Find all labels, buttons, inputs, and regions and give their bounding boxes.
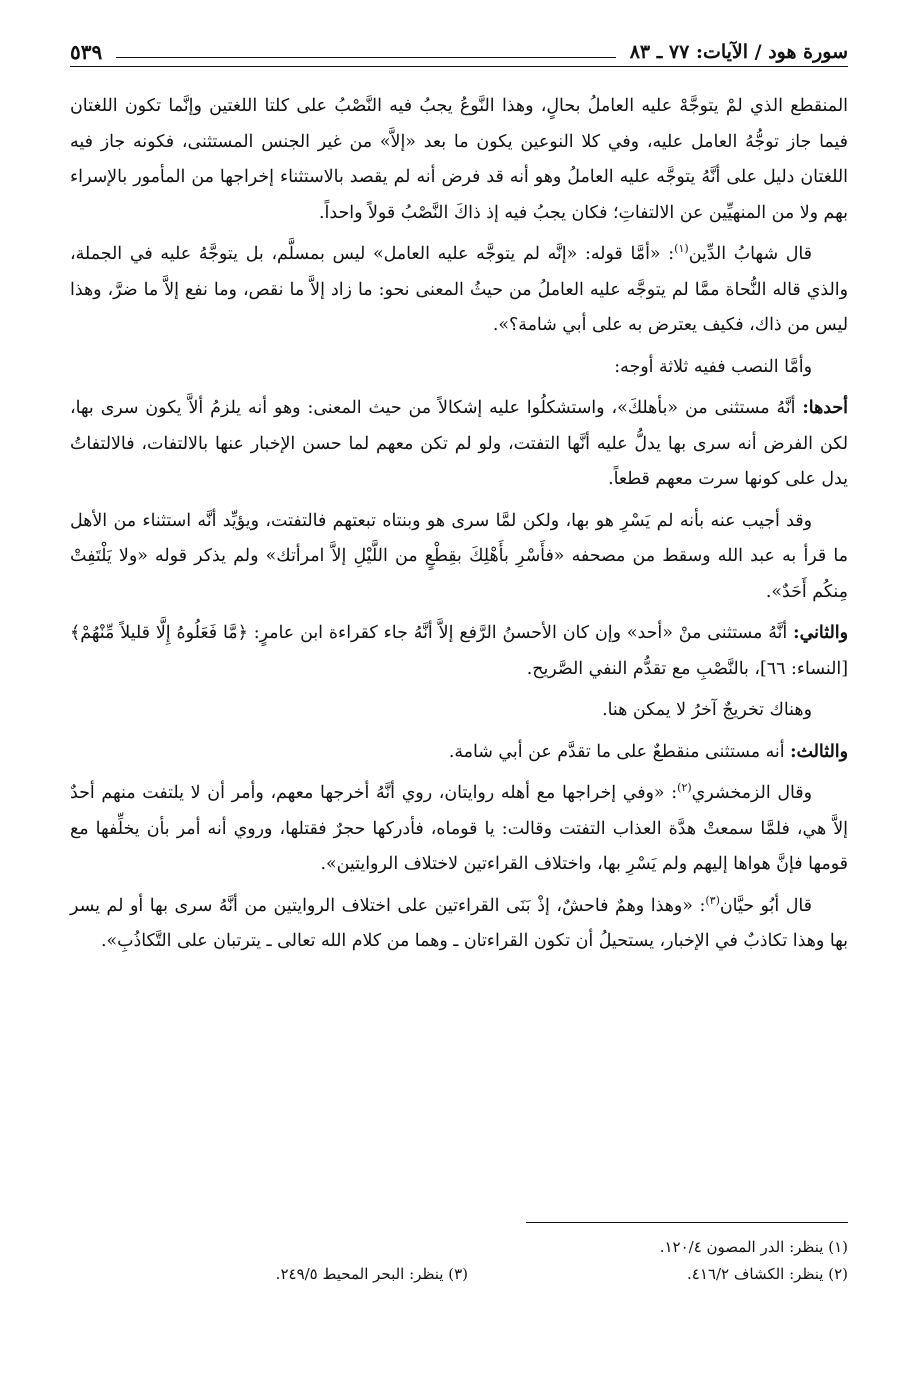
page-header xyxy=(70,28,848,62)
footnote-row xyxy=(70,1234,848,1261)
paragraph xyxy=(70,776,848,883)
header-rule xyxy=(116,57,615,58)
paragraph-text: وهناك تخريجٌ آخرُ لا يمكن هنا. xyxy=(602,700,812,720)
paragraph xyxy=(70,889,848,960)
body-text xyxy=(70,89,848,960)
paragraph-text: : «وهذا وهمٌ فاحشٌ، إذْ بَنَى القراءتين على اختلاف الروايتين من أنَّهُ سرى بها أو لم يسر بها وهذا تكاذبٌ في الإخبار، يستحيلُ أن تكون القراءتان ـ وهما من كلام الله تعالى ـ يترتبان على التَّكاذُبِ». xyxy=(70,895,848,951)
paragraph-text: أنَّهُ مستثنى من «بأهلكَ»، واستشكلُوا عليه إشكالاً من حيث المعنى: وهو أنه يلزمُ ألاَّ يكون سرى بها، لكن الفرض أنه سرى بها يدلُّ عليه أنَّها التفتت، ولو لم تكن معهم لما حسن الإخبار عنها بالالتفات، فالالتفاتُ يدل على كونها سرت معهم قطعاً. xyxy=(70,398,848,489)
paragraph-text: : «أمَّا قوله: «إنَّه لم يتوجَّه عليه العامل» ليس بمسلَّم، بل يتوجَّهُ عليه في الجملة، والذي قاله النُّحاة ممَّا لم يتوجَّه عليه العاملُ من حيثُ المعنى نحو: ما زاد إلاَّ ما نقص، وما نفع إلاَّ ما ضرَّ، وهذا ليس من ذاك، فكيف يعترض به على أبي شامة؟». xyxy=(70,244,848,335)
footnote-ref: (٣) xyxy=(705,893,720,907)
paragraph-text: أنَّهُ مستثنى منْ «أحد» وإن كان الأحسنُ الرَّفع إلاَّ أنَّهُ جاء كقراءة ابن عامرٍ: ﴿مَّا فَعَلُوهُ إِلَّا قليلاً مِّنْهُمْ﴾ [النساء: ٦٦]، بالنَّصْبِ مع تقدُّم النفي الصَّريح. xyxy=(70,623,848,679)
footnote: (٣) ينظر: البحر المحيط ٢٤٩/٥. xyxy=(275,1265,468,1283)
paragraph-text: أنه مستثنى منقطعٌ على ما تقدَّم عن أبي شامة. xyxy=(448,741,785,762)
paragraph-text: وقال الزمخشري xyxy=(691,783,812,803)
document-page xyxy=(70,28,848,1348)
paragraph xyxy=(70,237,848,344)
paragraph-text: وأمَّا النصب ففيه ثلاثة أوجه: xyxy=(614,356,812,377)
paragraph-lead: أحدها: xyxy=(802,398,848,418)
paragraph-text: وقد أجيب عنه بأنه لم يَسْرِ هو بها، ولكن لمَّا سرى هو وبنتاه تبعتهم فالتفتت، ويؤيِّد أنَّه استثناء من الأهل ما قرأ به عبد الله وسقط من مصحفه «فأَسْرِ بأَهْلِكَ بقِطْعٍ من اللَّيْلِ إلاَّ امرأتك» ولم يذكر قوله «ولا يَلْتَفِتْ مِنكُم أَحَدٌ». xyxy=(70,510,848,602)
paragraph-text: : «وفي إخراجها مع أهله روايتان، روي أنَّهُ أخرجها معهم، وأمر أن لا يلتفت منهم أحدٌ إلاَّ هي، فلمَّا سمعتْ هدَّة العذاب التفتت وقالت: يا قوماه، فأدركها حجرٌ فقتلها، وروي أنه أمر بأن يخلِّفها مع قومها فإنَّ هواها إليهم ولم يَسْرِ بها، واختلاف القراءتين لاختلاف الروايتين». xyxy=(70,783,848,874)
footnote-row xyxy=(70,1261,848,1288)
footnote-ref: (١) xyxy=(674,242,689,256)
paragraph xyxy=(70,89,848,231)
paragraph xyxy=(70,350,848,386)
paragraph xyxy=(70,504,848,611)
footnote: (١) ينظر: الدر المصون ١٢٠/٤. xyxy=(659,1238,848,1256)
paragraph xyxy=(70,391,848,498)
paragraph-text: قال شهابُ الدِّين xyxy=(688,244,812,264)
paragraph-text: قال أبُو حيَّان xyxy=(719,895,812,916)
running-title: سورة هود / الآيات: ٧٧ ـ ٨٣ xyxy=(629,41,848,63)
footnotes xyxy=(70,1234,848,1288)
page-number: ٥٣٩ xyxy=(70,40,103,64)
footnote: (٢) ينظر: الكشاف ٤١٦/٢. xyxy=(687,1265,848,1283)
header-underline xyxy=(70,66,848,67)
paragraph xyxy=(70,735,848,771)
paragraph-lead: والثاني: xyxy=(793,623,848,643)
paragraph xyxy=(70,693,848,729)
footnote-separator xyxy=(526,1222,848,1223)
paragraph xyxy=(70,616,848,687)
footnote-ref: (٢) xyxy=(677,781,692,795)
paragraph-text: المنقطع الذي لمْ يتوجَّهْ عليه العاملُ بحالٍ، وهذا النَّوعُ يجبُ فيه النَّصْبُ على كلتا اللغتين وإنَّما تكون اللغتان فيما جاز توجُّهُ العامل عليه، وفي كلا النوعين يكون ما بعد «إلاَّ» من غير الجنس المستثنى، فكونه جاز فيه اللغتان دليل على أنَّهُ يتوجَّه عليه العاملُ وهو أنه قد فرض أنه لم يقصد بالاستثناء إخراجها من المأمور بالإسراء بهم ولا من المنهيِّين عن الالتفاتِ؛ فكان يجبُ فيه إذ ذاكَ النَّصْبُ قولاً واحداً. xyxy=(70,96,848,223)
paragraph-lead: والثالث: xyxy=(790,741,848,762)
